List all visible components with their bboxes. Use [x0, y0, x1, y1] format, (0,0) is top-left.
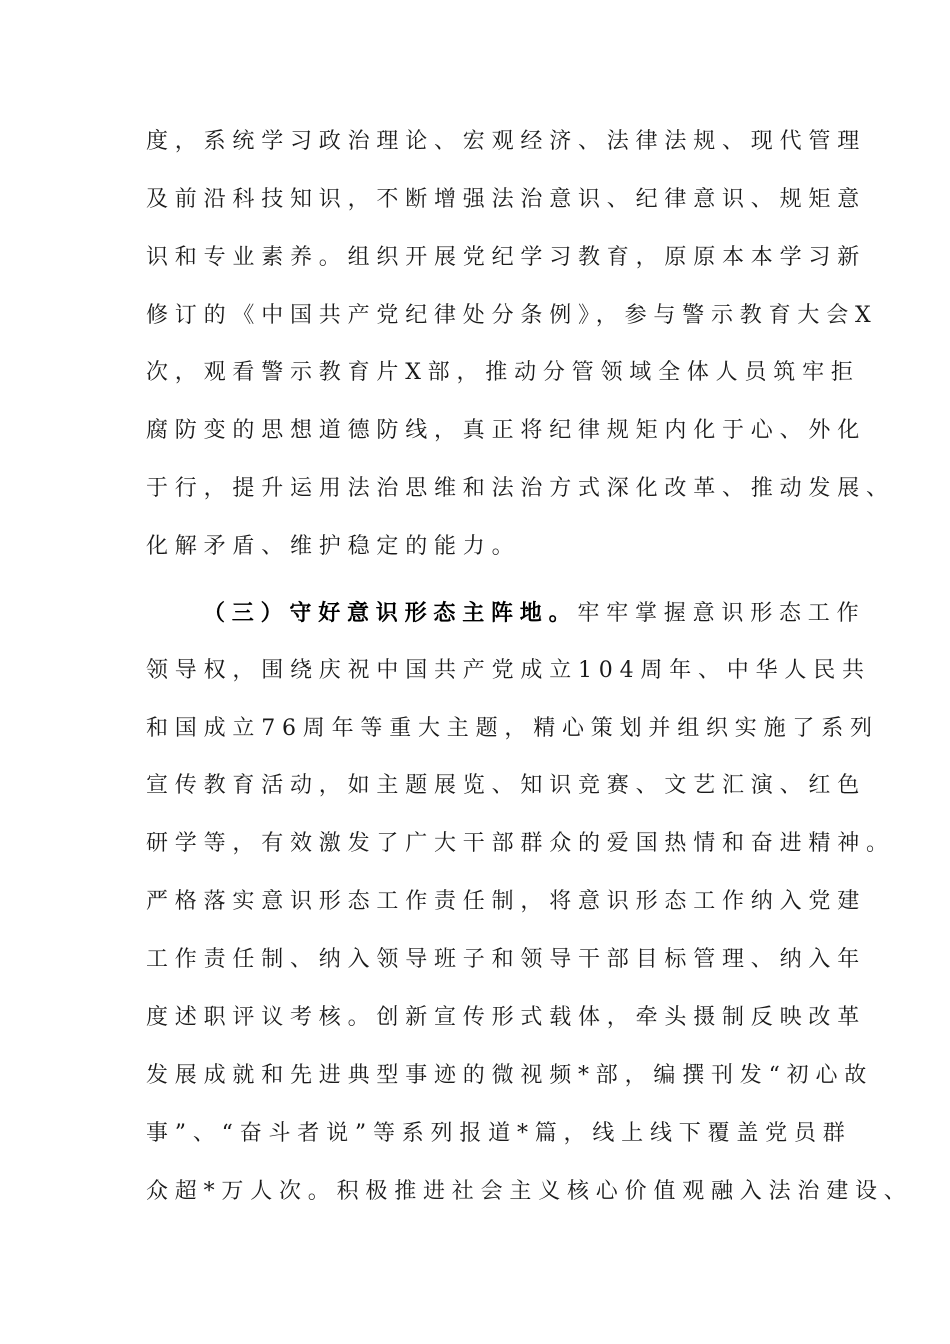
- paragraph-2-line-2: 领导权，围绕庆祝中国共产党成立104周年、中华人民共: [146, 658, 871, 683]
- paragraph-1-line-6: 腐防变的思想道德防线，真正将纪律规矩内化于心、外化: [146, 418, 867, 443]
- paragraph-2-line-4: 宣传教育活动，如主题展览、知识竞赛、文艺汇演、红色: [146, 773, 867, 798]
- section-heading: （三）守好意识形态主阵地。: [203, 600, 578, 626]
- paragraph-2-line-8: 度述职评议考核。创新宣传形式载体，牵头摄制反映改革: [146, 1005, 867, 1030]
- paragraph-2-line-7: 工作责任制、纳入领导班子和领导干部目标管理、纳入年: [146, 947, 867, 972]
- paragraph-2-line-3: 和国成立76周年等重大主题，精心策划并组织实施了系列: [146, 716, 879, 741]
- paragraph-1-line-5: 次，观看警示教育片X部，推动分管领域全体人员筑牢拒: [146, 360, 860, 385]
- paragraph-1-line-2: 及前沿科技知识，不断增强法治意识、纪律意识、规矩意: [146, 187, 867, 212]
- paragraph-2-line-6: 严格落实意识形态工作责任制，将意识形态工作纳入党建: [146, 889, 867, 914]
- paragraph-1-line-1: 度，系统学习政治理论、宏观经济、法律法规、现代管理: [146, 129, 867, 154]
- paragraph-2-line-9: 发展成就和先进典型事迹的微视频*部，编撰刊发“初心故: [146, 1063, 874, 1088]
- paragraph-1-line-3: 识和专业素养。组织开展党纪学习教育，原原本本学习新: [146, 245, 867, 270]
- paragraph-1-line-8: 化解矛盾、维护稳定的能力。: [146, 534, 521, 559]
- paragraph-1-line-4: 修订的《中国共产党纪律处分条例》，参与警示教育大会X: [146, 303, 878, 328]
- paragraph-2-line-10: 事”、“奋斗者说”等系列报道*篇，线上线下覆盖党员群: [146, 1121, 852, 1146]
- section-3-first-line: [203, 598, 865, 628]
- paragraph-2-line-5: 研学等，有效激发了广大干部群众的爱国热情和奋进精神。: [146, 831, 895, 856]
- section-lead-text: 牢牢掌握意识形态工作: [577, 601, 866, 626]
- paragraph-2-line-11: 众超*万人次。积极推进社会主义核心价值观融入法治建设、: [146, 1179, 913, 1204]
- paragraph-1-line-7: 于行，提升运用法治思维和法治方式深化改革、推动发展、: [146, 476, 895, 501]
